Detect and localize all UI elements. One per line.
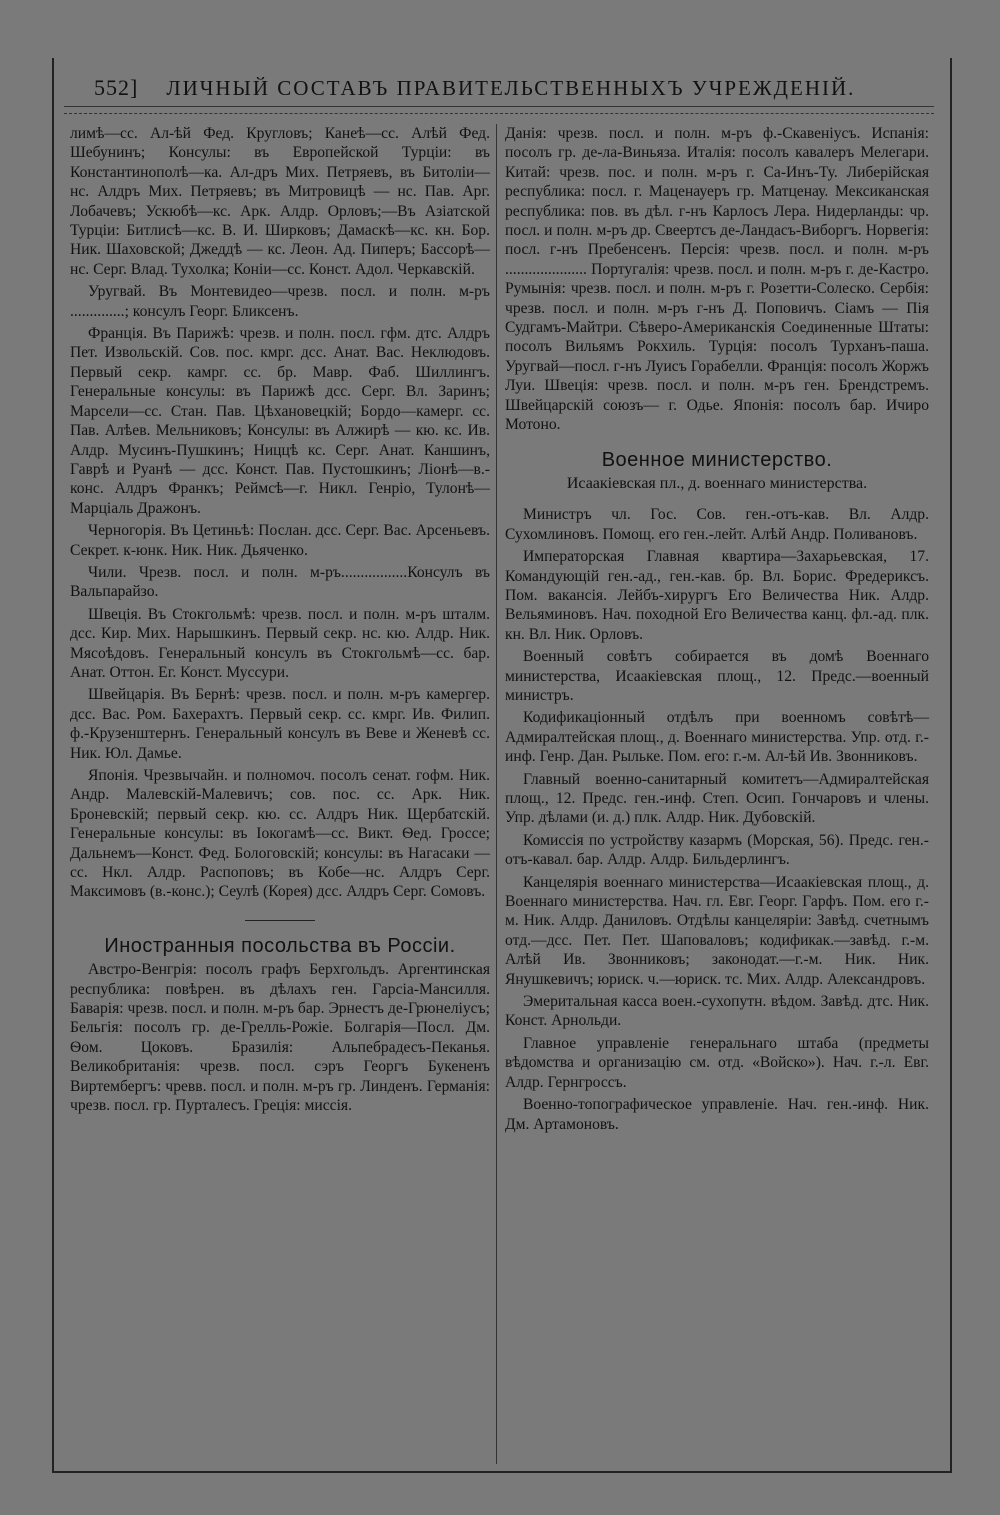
codification-dept-paragraph: Кодификаціонный отдѣлъ при военномъ совѣтѣ—Адмиралтейская площ., д. Военнаго министерства. Упр. отд. г.-инф. Генр. Дан. Рыльке. Пом. его: г.-м. Ал-ѣй Ив. Звонниковъ. [505, 709, 929, 766]
military-council-paragraph: Военный совѣтъ собирается въ домѣ Военнаго министерства, Исаакіевская площ., 12. Предс.—военный министръ. [505, 648, 929, 704]
left-column [70, 124, 490, 1119]
page-number: 552] [94, 75, 139, 100]
right-column [505, 124, 929, 1137]
embassies-list-paragraph: Австро-Венгрія: посолъ графъ Берхгольдъ. Аргентинская республика: повѣрен. въ дѣлахъ ген. Гарсіа-Мансилля. Баварія: чрезв. посл. и полн. м-ръ бар. Эрнестъ де-Грюнеліусъ; Бельгія: посолъ гр. де-Грелль-Рожіе. Болгарія—Посл. Дм. Ѳом. Цоковъ. Бразилія: Альпебрадесъ-Пеканья. Великобританія: чрезв. посл. сэръ Георгъ Букененъ Виртембергъ: чревв. посл. и полн. м-ръ гр. Линденъ. Германія: чрезв. посл. гр. Пурталесъ. Греція: миссія. [70, 961, 490, 1115]
running-title: ЛИЧНЫЙ СОСТАВЪ ПРАВИТЕЛЬСТВЕННЫХЪ УЧРЕЖДЕНІЙ. [166, 75, 856, 100]
war-ministry-heading: Военное министерство. [601, 448, 833, 471]
running-header [94, 70, 894, 106]
france-paragraph: Франція. Въ Парижѣ: чрезв. и полн. посл. гфм. дтс. Алдръ Пет. Извольскій. Сов. пос. кмрг. дсс. Анат. Вас. Неклюдовъ. Первый секр. камрг. сс. бр. Мавр. Фаб. Шиллингъ. Генеральные консулы: въ Парижѣ дсс. Серг. Вл. Заринъ; Марсели—сс. Стан. Пав. Цѣхановецкій; Бордо—камерг. сс. Пав. Алѣев. Мельниковъ; Консулы: въ Алжирѣ — кю. кс. Ив. Алдр. Мусинъ-Пушкинъ; Ниццѣ кс. Серг. Анат. Каншинъ, Гаврѣ и Руанѣ — дсс. Конст. Пав. Пустошкинъ; Ліонѣ—в.-конс. Алдръ Франкъ; Реймсѣ—г. Никл. Генріо, Тулонѣ—Марціаль Дражонъ. [70, 325, 490, 517]
ministry-chancellery-paragraph: Канцелярія военнаго министерства—Исаакіевская площ., д. Военнаго министерства. Нач. гл. Евг. Георг. Гарфъ. Пом. его г.-м. Ник. Алдр. Даниловъ. Отдѣлы канцеляріи: Завѣд. счетнымъ отд.—дсс. Пет. Пет. Шаповаловъ; кодификак.—завѣд. г.-м. Алѣй Ив. Звонниковъ; законодат.—г.-м. Ник. Ник. Янушкевичъ; юриск. ч.—юриск. тс. Мих. Алдр. Александровъ. [505, 873, 929, 988]
switzerland-paragraph: Швейцарія. Въ Бернѣ: чрезв. посл. и полн. м-ръ камергер. дсс. Вас. Ром. Бахерахтъ. Первый секр. сс. кмрг. Ив. Филип. ф.-Крузенштернъ. Генеральный консулъ въ Веве и Женевѣ сс. Ник. Юл. Дамье. [70, 686, 490, 762]
uruguay-paragraph: Уругвай. Въ Монтевидео—чрезв. посл. и полн. м-ръ ..............; консулъ Георг. Бликсенъ. [70, 283, 490, 320]
topographic-dept-paragraph: Военно-топографическое управленіе. Нач. ген.-инф. Ник. Дм. Артамоновъ. [505, 1096, 929, 1133]
page-frame [52, 58, 952, 1473]
general-staff-paragraph: Главное управленіе генеральнаго штаба (предметы вѣдомства и организацію см. отд. «Войско»). Нач. г.-л. Евг. Алдр. Гернгроссъ. [505, 1034, 929, 1091]
column-divider [496, 124, 498, 1464]
foreign-embassies-heading: Иностранныя посольства въ Россіи. [104, 934, 456, 957]
minister-paragraph: Министръ чл. Гос. Сов. ген.-отъ-кав. Вл. Алдр. Сухомлиновъ. Помощ. его ген.-лейт. Алѣй Андр. Поливановъ. [505, 506, 929, 543]
imperial-hq-paragraph: Императорская Главная квартира—Захарьевская, 17. Командующій ген.-ад., ген.-кав. бр. Вл. Борис. Фредериксъ. Пом. вакансія. Лейбъ-хирургъ Его Величества Ник. Алдр. Вельяминовъ. Нач. походной Его Величества канц. фл.-ад. плк. кн. Вл. Ник. Орловъ. [505, 548, 929, 643]
embassies-list-continued: Данія: чрезв. посл. и полн. м-ръ ф.-Скавеніусъ. Испанія: посолъ гр. де-ла-Виньяза. Италія: посолъ кавалеръ Мелегари. Китай: чрезв. пос. и полн. м-ръ г. Са-Инъ-Ту. Либерійская республика: посл. г. Маценауеръ гр. Матценау. Мексиканская республика: пов. въ дѣл. г-нъ Карлосъ Лера. Нидерланды: чр. посл. и полн. м-ръ др. Свеертсъ де-Ландасъ-Виборгъ. Норвегія: посл. г-нъ Пребенсенъ. Персія: чрезв. посл. и полн. м-ръ ..................... Португалія: чрезв. посл. и полн. м-ръ г. де-Кастро. Румынія: чрезв. посл. и полн. м-ръ г. Розетти-Солеско. Сербія: чрезв. посл. и полн. м-ръ г-нъ Д. Поповичъ. Сіамъ — Пія Судгамъ-Майтри. Сѣверо-Американскія Соединенные Штаты: посолъ Вильямъ Рокхиль. Турція: посолъ Турханъ-паша. Уругвай—посл. г-нъ Луисъ Горабелли. Франція: посолъ Жоржъ Луи. Швеція: чрезв. посл. и полн. м-ръ ген. Брендстремъ. Швейцарскій союзъ— г. Одье. Японія: посолъ бар. Ичиро Мотоно. [505, 125, 929, 434]
war-ministry-address: Исаакіевская пл., д. военнаго министерства. [566, 474, 868, 492]
montenegro-paragraph: Черногорія. Въ Цетиньѣ: Послан. дсс. Серг. Вас. Арсеньевъ. Секрет. к-юнк. Ник. Ник. Дьяченко. [70, 522, 490, 559]
sweden-paragraph: Швеція. Въ Стокгольмѣ: чрезв. посл. и полн. м-ръ шталм. дсс. Кир. Мих. Нарышкинъ. Первый секр. нс. кю. Алдр. Ник. Мясоѣдовъ. Генеральный консулъ въ Стокгольмѣ—сс. бар. Анат. Оттон. Ег. Конст. Муссури. [70, 605, 490, 681]
sanitary-committee-paragraph: Главный военно-санитарный комитетъ—Адмиралтейская площ., 12. Предс. ген.-инф. Степ. Осип. Гончаровъ и члены. Упр. дѣлами (и. д.) плк. Алдр. Ник. Дубовскій. [505, 770, 929, 827]
barracks-commission-paragraph: Комиссія по устройству казармъ (Морская, 56). Предс. ген.-отъ-кавал. бар. Алдр. Алдр. Бильдерлингъ. [505, 831, 929, 869]
chile-paragraph: Чили. Чрезв. посл. и полн. м-ръ.................Консулъ въ Вальпарайзо. [70, 563, 490, 601]
turkey-consuls-paragraph: лимѣ—сс. Ал-ѣй Фед. Кругловъ; Канеѣ—сс. Алѣй Фед. Шебунинъ; Консулы: въ Европейской Турціи: въ Константинополѣ—ка. Ал-дръ Мих. Петряевъ, въ Битоліи—нс. Алдръ Мих. Петряевъ; въ Митровицѣ — нс. Пав. Арг. Лобачевъ; Ускюбѣ—кс. Арк. Алдр. Орловъ;—Въ Азіатской Турціи: Битлисѣ—кс. В. И. Ширковъ; Дамаскѣ—кс. кн. Бор. Ник. Шаховской; Джеддѣ — кс. Леон. Ад. Пиперъ; Бассорѣ—нс. Серг. Влад. Тухолка; Коніи—сс. Конст. Адол. Черкавскій. [70, 125, 490, 278]
header-rule [64, 106, 934, 114]
japan-paragraph: Японія. Чрезвычайн. и полномоч. посолъ сенат. гофм. Ник. Андр. Малевскій-Малевичъ; сов. пос. сс. Арк. Ник. Броневскій; первый секр. кю. сс. Алдръ Ник. Щербатскій. Генеральные консулы: въ Іокогамѣ—сс. Викт. Ѳед. Гроссе; Дальнемъ—Конст. Фед. Бологовскій; консулы: въ Нагасаки — сс. Нкл. Алдр. Распоповъ; въ Кобе—нс. Алдръ Серг. Максимовъ (в.-конс.); Сеулѣ (Корея) дсс. Алдръ Серг. Сомовъ. [70, 767, 490, 901]
pension-fund-paragraph: Эмеритальная касса воен.-сухопутн. вѣдом. Завѣд. дтс. Ник. Конст. Арнольди. [505, 993, 929, 1030]
section-divider [245, 920, 315, 921]
